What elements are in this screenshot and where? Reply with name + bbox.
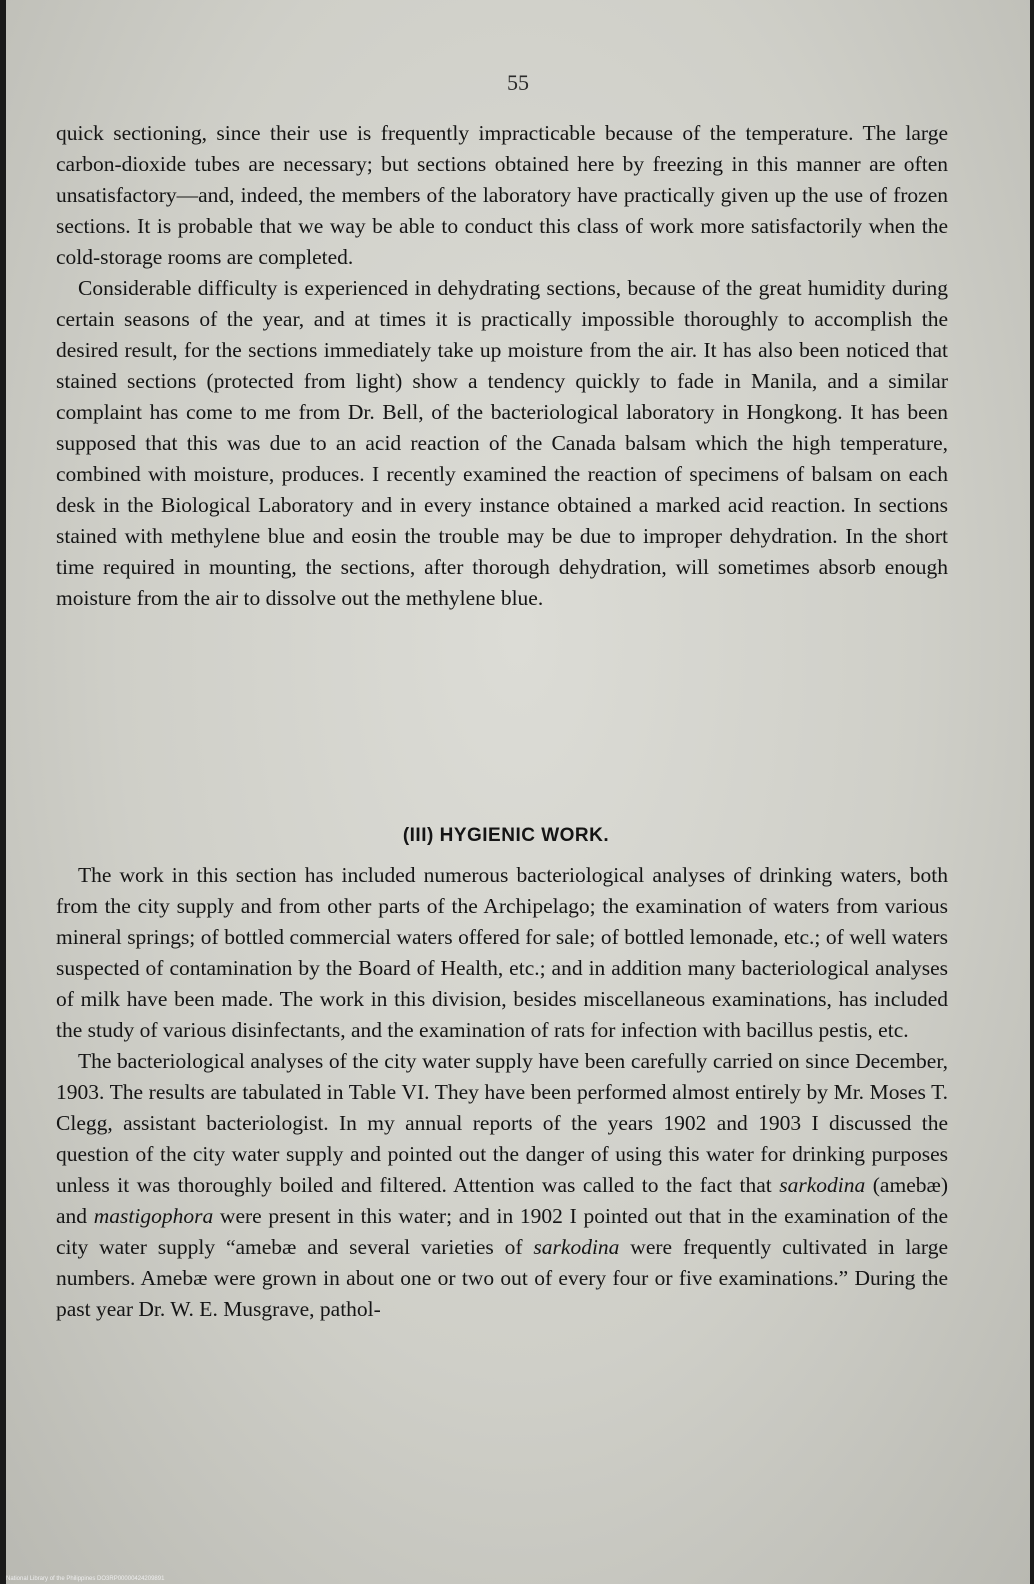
paragraph-water-supply-text-1: The bacteriological analyses of the city water supply have been carefully carried on since December, 1903. The results are tabulated in Table VI. They have been performed almost entirely by Mr. Moses T. Clegg, assistant bacteriologist. In my annual reports of the years 1902 and 1903 I discussed the question of the city water supply and pointed out the danger of using this water for drinking purposes unless it was thoroughly boiled and filtered. Attention was called to the fact that xyxy=(56,1049,948,1197)
paragraph-sectioning: quick sectioning, since their use is frequently impracticable because of the temperature. The large carbon-dioxide tubes are necessary; but sections obtained here by freezing in this manner are often unsatisfactory—and, indeed, the members of the laboratory have practically given up the use of frozen sections. It is probable that we way be able to conduct this class of work more satisfactorily when the cold-storage rooms are completed. xyxy=(56,121,948,269)
italic-mastigophora: mastigophora xyxy=(93,1204,214,1228)
paragraph-hygienic-work: The work in this section has included numerous bacteriological analyses of drinking waters, both from the city supply and from other parts of the Archipelago; the examination of waters from various mineral springs; of bottled commercial waters offered for sale; of bottled lemonade, etc.; of well waters suspected of contamination by the Board of Health, etc.; and in addition many bacteriological analyses of milk have been made. The work in this division, besides miscellaneous examinations, has included the study of various disinfectants, and the examination of rats for infection with bacillus pestis, etc. xyxy=(56,863,948,1042)
body-text-top xyxy=(56,118,948,614)
italic-sarkodina: sarkodina xyxy=(779,1173,866,1197)
paragraph-water-supply-text-3: were present in this water; and in 1902 I pointed out that in the examination of the city water supply “amebæ and several varieties of xyxy=(56,1204,948,1259)
paragraph-dehydrating: Considerable difficulty is experienced in dehydrating sections, because of the great humidity during certain seasons of the year, and at times it is practically impossible thoroughly to accomplish the desired result, for the sections immediately take up moisture from the air. It has also been noticed that stained sections (protected from light) show a tendency quickly to fade in Manila, and a similar complaint has come to me from Dr. Bell, of the bacteriological laboratory in Hongkong. It has been supposed that this was due to an acid reaction of the Canada balsam which the high temperature, combined with moisture, produces. I recently examined the reaction of specimens of balsam on each desk in the Biological Laboratory and in every instance obtained a marked acid reaction. In sections stained with methylene blue and eosin the trouble may be due to improper dehydration. In the short time required in mounting, the sections, after thorough dehydration, will sometimes absorb enough moisture from the air to dissolve out the methylene blue. xyxy=(56,276,948,610)
paragraph-water-supply-text-2: (amebæ) and xyxy=(56,1173,948,1228)
page-number: 55 xyxy=(507,70,529,95)
paragraph-water-supply xyxy=(56,1046,948,1325)
body-text-hygienic xyxy=(56,860,948,1325)
archive-footer: National Library of the Philippines DO3RP00000424209891 xyxy=(6,1576,165,1582)
paragraph-water-supply-text-4: were frequently cultivated in large numbers. Amebæ were grown in about one or two out of every four or five examinations.” During the past year Dr. W. E. Musgrave, pathol- xyxy=(56,1235,948,1321)
section-heading: (III) HYGIENIC WORK. xyxy=(402,825,610,846)
italic-sarkodina-2: sarkodina xyxy=(533,1235,620,1259)
document-page xyxy=(6,0,1030,1584)
